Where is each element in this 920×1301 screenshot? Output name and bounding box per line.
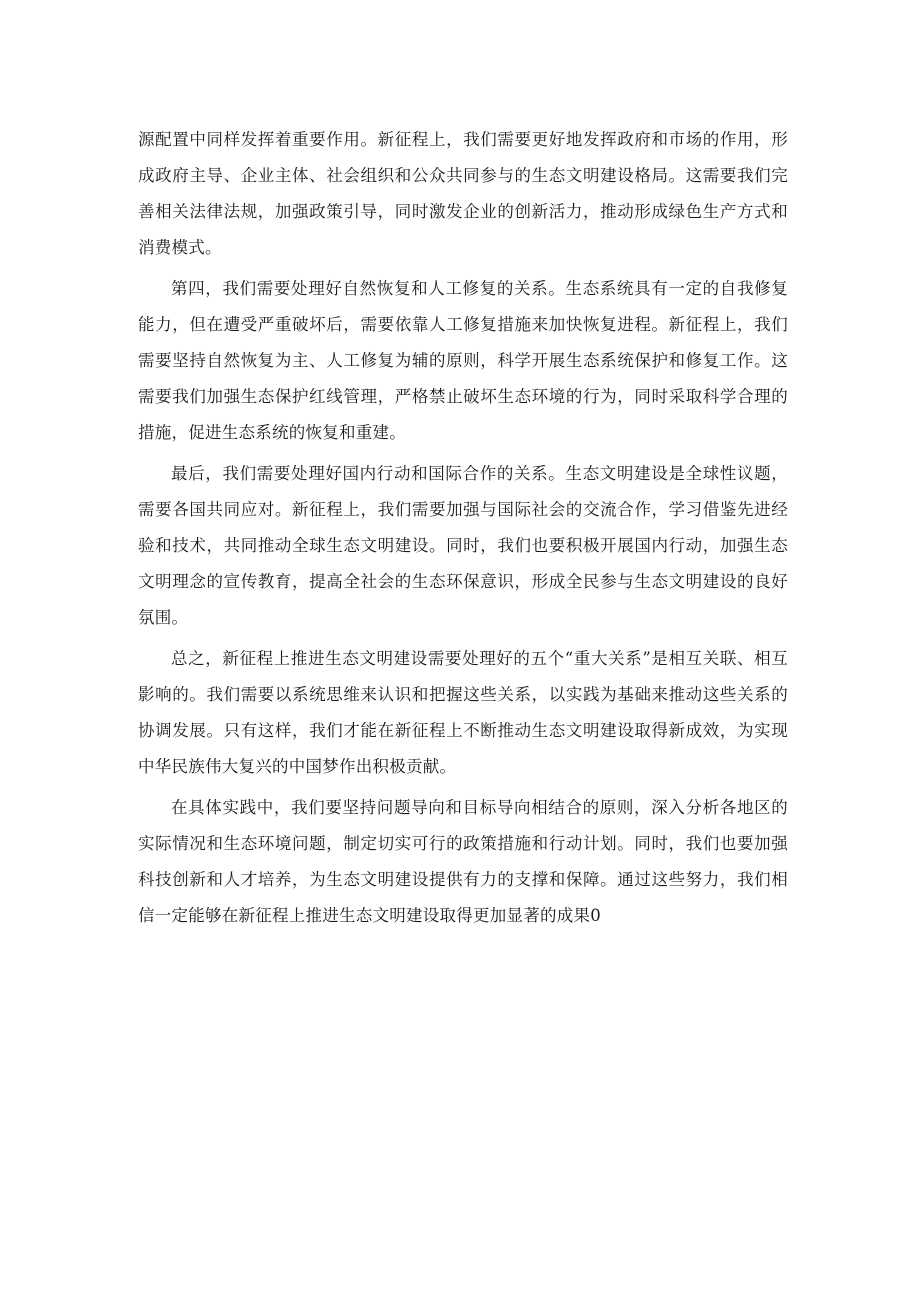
paragraph-5: 在具体实践中，我们要坚持问题导向和目标导向相结合的原则，深入分析各地区的实际情况和生态环境问题，制定切实可行的政策措施和行动计划。同时，我们也要加强科技创新和人才培养，为生态文明建设提供有力的支撑和保障。通过这些努力，我们相信一定能够在新征程上推进生态文明建设取得更加显著的成果0: [138, 798, 788, 925]
paragraph-4: 总之，新征程上推进生态文明建设需要处理好的五个“重大关系”是相互关联、相互影响的。我们需要以系统思维来认识和把握这些关系，以实践为基础来推动这些关系的协调发展。只有这样，我们才能在新征程上不断推动生态文明建设取得新成效，为实现中华民族伟大复兴的中国梦作出积极贡献。: [138, 649, 788, 776]
paragraph-3: 最后，我们需要处理好国内行动和国际合作的关系。生态文明建设是全球性议题，需要各国共同应对。新征程上，我们需要加强与国际社会的交流合作，学习借鉴先进经验和技术，共同推动全球生态文明建设。同时，我们也要积极开展国内行动，加强生态文明理念的宣传教育，提高全社会的生态环保意识，形成全民参与生态文明建设的良好氛围。: [138, 464, 788, 627]
paragraph-2: 第四，我们需要处理好自然恢复和人工修复的关系。生态系统具有一定的自我修复能力，但在遭受严重破坏后，需要依靠人工修复措施来加快恢复进程。新征程上，我们需要坚持自然恢复为主、人工修复为辅的原则，科学开展生态系统保护和修复工作。这需要我们加强生态保护红线管理，严格禁止破坏生态环境的行为，同时采取科学合理的措施，促进生态系统的恢复和重建。: [138, 279, 788, 442]
paragraph-1: 源配置中同样发挥着重要作用。新征程上，我们需要更好地发挥政府和市场的作用，形成政府主导、企业主体、社会组织和公众共同参与的生态文明建设格局。这需要我们完善相关法律法规，加强政策引导，同时激发企业的创新活力，推动形成绿色生产方式和消费模式。: [138, 130, 788, 257]
document-page: [138, 122, 788, 939]
